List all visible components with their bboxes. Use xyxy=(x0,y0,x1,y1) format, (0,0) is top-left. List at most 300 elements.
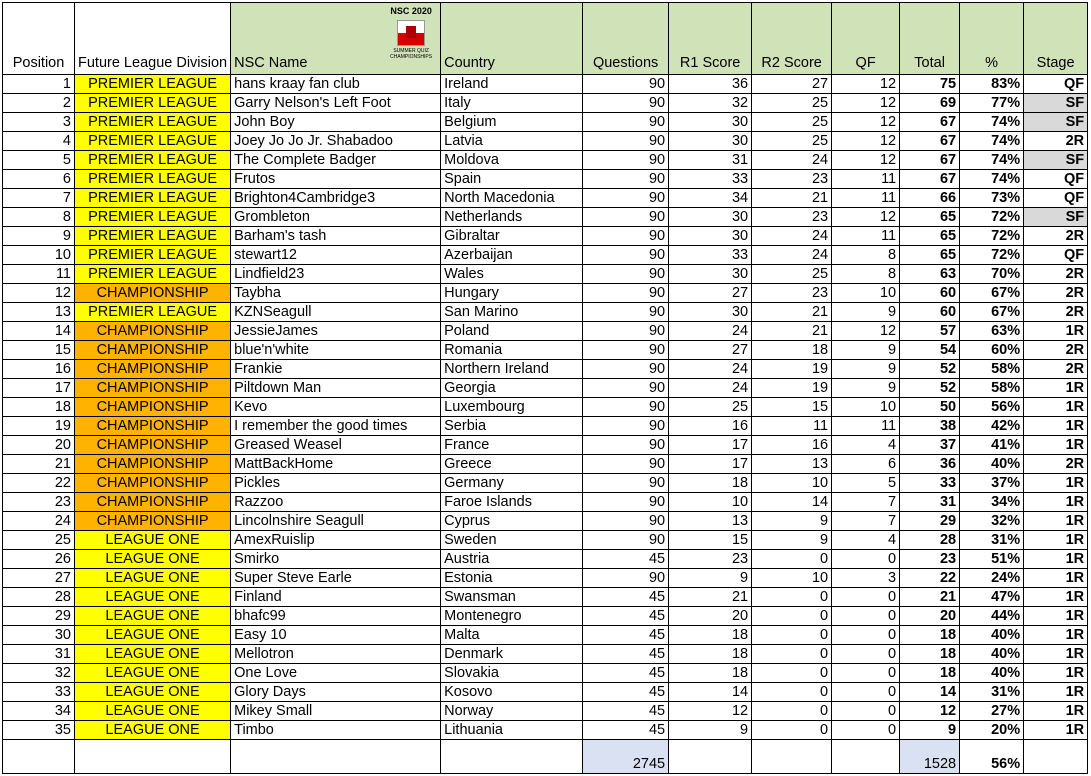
cell-country[interactable]: Azerbaijan xyxy=(441,246,583,265)
cell-position[interactable]: 2 xyxy=(3,94,75,113)
cell-division[interactable]: CHAMPIONSHIP xyxy=(75,493,231,512)
cell-r2-score[interactable]: 25 xyxy=(752,94,832,113)
cell-r1-score[interactable]: 30 xyxy=(669,113,752,132)
cell-division[interactable]: CHAMPIONSHIP xyxy=(75,474,231,493)
cell-total[interactable]: 65 xyxy=(900,227,960,246)
cell-r1-score[interactable]: 34 xyxy=(669,189,752,208)
cell-qf[interactable]: 11 xyxy=(832,170,900,189)
cell-qf[interactable]: 0 xyxy=(832,721,900,740)
cell-division[interactable]: PREMIER LEAGUE xyxy=(75,246,231,265)
cell-stage[interactable]: 1R xyxy=(1024,436,1088,455)
cell-qf[interactable]: 12 xyxy=(832,322,900,341)
cell-position[interactable]: 16 xyxy=(3,360,75,379)
cell-stage[interactable]: QF xyxy=(1024,246,1088,265)
cell-r2-score[interactable]: 11 xyxy=(752,417,832,436)
cell-division[interactable]: CHAMPIONSHIP xyxy=(75,341,231,360)
cell-division[interactable]: LEAGUE ONE xyxy=(75,721,231,740)
cell-country[interactable]: Italy xyxy=(441,94,583,113)
cell-nsc-name[interactable]: Smirko xyxy=(231,550,441,569)
cell-percent[interactable]: 24% xyxy=(960,569,1024,588)
cell-position[interactable]: 9 xyxy=(3,227,75,246)
cell-position[interactable]: 17 xyxy=(3,379,75,398)
cell-position[interactable]: 4 xyxy=(3,132,75,151)
cell-nsc-name[interactable]: Grombleton xyxy=(231,208,441,227)
cell-questions[interactable]: 90 xyxy=(583,303,669,322)
totals-empty-cell[interactable] xyxy=(832,740,900,774)
header-percent[interactable]: % xyxy=(960,3,1024,75)
cell-r2-score[interactable]: 19 xyxy=(752,379,832,398)
cell-total[interactable]: 66 xyxy=(900,189,960,208)
cell-position[interactable]: 34 xyxy=(3,702,75,721)
cell-division[interactable]: PREMIER LEAGUE xyxy=(75,132,231,151)
cell-total[interactable]: 9 xyxy=(900,721,960,740)
cell-qf[interactable]: 4 xyxy=(832,436,900,455)
cell-r2-score[interactable]: 24 xyxy=(752,151,832,170)
cell-nsc-name[interactable]: One Love xyxy=(231,664,441,683)
cell-country[interactable]: Hungary xyxy=(441,284,583,303)
cell-r2-score[interactable]: 16 xyxy=(752,436,832,455)
cell-percent[interactable]: 32% xyxy=(960,512,1024,531)
cell-division[interactable]: LEAGUE ONE xyxy=(75,607,231,626)
cell-country[interactable]: France xyxy=(441,436,583,455)
cell-position[interactable]: 22 xyxy=(3,474,75,493)
cell-stage[interactable]: 1R xyxy=(1024,493,1088,512)
cell-stage[interactable]: 1R xyxy=(1024,417,1088,436)
cell-total[interactable]: 52 xyxy=(900,379,960,398)
cell-r2-score[interactable]: 13 xyxy=(752,455,832,474)
cell-country[interactable]: Greece xyxy=(441,455,583,474)
cell-qf[interactable]: 4 xyxy=(832,531,900,550)
cell-percent[interactable]: 74% xyxy=(960,113,1024,132)
cell-position[interactable]: 31 xyxy=(3,645,75,664)
cell-position[interactable]: 13 xyxy=(3,303,75,322)
cell-questions[interactable]: 90 xyxy=(583,436,669,455)
cell-questions[interactable]: 90 xyxy=(583,132,669,151)
totals-empty-cell[interactable] xyxy=(441,740,583,774)
cell-stage[interactable]: 1R xyxy=(1024,512,1088,531)
cell-stage[interactable]: 1R xyxy=(1024,322,1088,341)
cell-country[interactable]: Montenegro xyxy=(441,607,583,626)
cell-questions[interactable]: 90 xyxy=(583,170,669,189)
cell-nsc-name[interactable]: blue'n'white xyxy=(231,341,441,360)
cell-r2-score[interactable]: 27 xyxy=(752,75,832,94)
cell-division[interactable]: PREMIER LEAGUE xyxy=(75,208,231,227)
cell-total[interactable]: 18 xyxy=(900,626,960,645)
cell-r1-score[interactable]: 30 xyxy=(669,227,752,246)
cell-qf[interactable]: 11 xyxy=(832,227,900,246)
cell-questions[interactable]: 90 xyxy=(583,417,669,436)
cell-questions[interactable]: 90 xyxy=(583,94,669,113)
cell-total[interactable]: 67 xyxy=(900,151,960,170)
cell-r2-score[interactable]: 19 xyxy=(752,360,832,379)
cell-total[interactable]: 67 xyxy=(900,113,960,132)
cell-nsc-name[interactable]: Razzoo xyxy=(231,493,441,512)
cell-nsc-name[interactable]: Finland xyxy=(231,588,441,607)
cell-position[interactable]: 5 xyxy=(3,151,75,170)
cell-qf[interactable]: 5 xyxy=(832,474,900,493)
cell-total[interactable]: 60 xyxy=(900,284,960,303)
cell-country[interactable]: San Marino xyxy=(441,303,583,322)
header-position[interactable]: Position xyxy=(3,3,75,75)
header-stage[interactable]: Stage xyxy=(1024,3,1088,75)
cell-percent[interactable]: 40% xyxy=(960,626,1024,645)
cell-nsc-name[interactable]: Easy 10 xyxy=(231,626,441,645)
cell-country[interactable]: Faroe Islands xyxy=(441,493,583,512)
cell-r2-score[interactable]: 14 xyxy=(752,493,832,512)
cell-country[interactable]: Germany xyxy=(441,474,583,493)
cell-stage[interactable]: QF xyxy=(1024,189,1088,208)
cell-r1-score[interactable]: 25 xyxy=(669,398,752,417)
cell-country[interactable]: Austria xyxy=(441,550,583,569)
cell-nsc-name[interactable]: Glory Days xyxy=(231,683,441,702)
cell-country[interactable]: Northern Ireland xyxy=(441,360,583,379)
cell-country[interactable]: Serbia xyxy=(441,417,583,436)
cell-qf[interactable]: 0 xyxy=(832,588,900,607)
cell-position[interactable]: 24 xyxy=(3,512,75,531)
cell-division[interactable]: CHAMPIONSHIP xyxy=(75,322,231,341)
cell-nsc-name[interactable]: Pickles xyxy=(231,474,441,493)
cell-percent[interactable]: 83% xyxy=(960,75,1024,94)
cell-total[interactable]: 75 xyxy=(900,75,960,94)
cell-percent[interactable]: 67% xyxy=(960,284,1024,303)
cell-stage[interactable]: SF xyxy=(1024,94,1088,113)
cell-position[interactable]: 28 xyxy=(3,588,75,607)
cell-percent[interactable]: 72% xyxy=(960,246,1024,265)
cell-qf[interactable]: 0 xyxy=(832,683,900,702)
cell-percent[interactable]: 20% xyxy=(960,721,1024,740)
cell-division[interactable]: LEAGUE ONE xyxy=(75,664,231,683)
cell-r1-score[interactable]: 18 xyxy=(669,474,752,493)
cell-percent[interactable]: 44% xyxy=(960,607,1024,626)
cell-division[interactable]: LEAGUE ONE xyxy=(75,645,231,664)
cell-division[interactable]: PREMIER LEAGUE xyxy=(75,227,231,246)
cell-percent[interactable]: 74% xyxy=(960,170,1024,189)
cell-position[interactable]: 10 xyxy=(3,246,75,265)
cell-total[interactable]: 38 xyxy=(900,417,960,436)
cell-division[interactable]: PREMIER LEAGUE xyxy=(75,94,231,113)
cell-r1-score[interactable]: 14 xyxy=(669,683,752,702)
cell-percent[interactable]: 31% xyxy=(960,683,1024,702)
cell-r2-score[interactable]: 0 xyxy=(752,664,832,683)
cell-position[interactable]: 30 xyxy=(3,626,75,645)
cell-nsc-name[interactable]: Super Steve Earle xyxy=(231,569,441,588)
cell-questions[interactable]: 90 xyxy=(583,189,669,208)
cell-r2-score[interactable]: 9 xyxy=(752,512,832,531)
cell-questions[interactable]: 45 xyxy=(583,607,669,626)
cell-r1-score[interactable]: 31 xyxy=(669,151,752,170)
cell-position[interactable]: 11 xyxy=(3,265,75,284)
cell-stage[interactable]: 1R xyxy=(1024,721,1088,740)
cell-r2-score[interactable]: 0 xyxy=(752,588,832,607)
cell-r1-score[interactable]: 23 xyxy=(669,550,752,569)
cell-position[interactable]: 26 xyxy=(3,550,75,569)
cell-percent[interactable]: 63% xyxy=(960,322,1024,341)
cell-r2-score[interactable]: 24 xyxy=(752,227,832,246)
cell-stage[interactable]: 1R xyxy=(1024,569,1088,588)
cell-qf[interactable]: 7 xyxy=(832,512,900,531)
cell-questions[interactable]: 90 xyxy=(583,512,669,531)
cell-total[interactable]: 12 xyxy=(900,702,960,721)
cell-position[interactable]: 29 xyxy=(3,607,75,626)
cell-questions[interactable]: 45 xyxy=(583,664,669,683)
cell-r2-score[interactable]: 10 xyxy=(752,474,832,493)
cell-total[interactable]: 57 xyxy=(900,322,960,341)
cell-stage[interactable]: 2R xyxy=(1024,341,1088,360)
cell-r1-score[interactable]: 20 xyxy=(669,607,752,626)
cell-country[interactable]: Swansman xyxy=(441,588,583,607)
cell-percent[interactable]: 72% xyxy=(960,227,1024,246)
cell-percent[interactable]: 56% xyxy=(960,398,1024,417)
cell-qf[interactable]: 11 xyxy=(832,417,900,436)
header-r2-score[interactable]: R2 Score xyxy=(752,3,832,75)
cell-questions[interactable]: 45 xyxy=(583,645,669,664)
cell-position[interactable]: 3 xyxy=(3,113,75,132)
cell-country[interactable]: Wales xyxy=(441,265,583,284)
cell-division[interactable]: LEAGUE ONE xyxy=(75,550,231,569)
cell-nsc-name[interactable]: John Boy xyxy=(231,113,441,132)
cell-qf[interactable]: 3 xyxy=(832,569,900,588)
cell-total[interactable]: 33 xyxy=(900,474,960,493)
totals-empty-cell[interactable] xyxy=(3,740,75,774)
cell-position[interactable]: 23 xyxy=(3,493,75,512)
cell-qf[interactable]: 12 xyxy=(832,94,900,113)
cell-total[interactable]: 28 xyxy=(900,531,960,550)
cell-r2-score[interactable]: 0 xyxy=(752,645,832,664)
cell-country[interactable]: Netherlands xyxy=(441,208,583,227)
cell-r2-score[interactable]: 21 xyxy=(752,303,832,322)
cell-stage[interactable]: 1R xyxy=(1024,664,1088,683)
cell-percent[interactable]: 41% xyxy=(960,436,1024,455)
cell-percent[interactable]: 47% xyxy=(960,588,1024,607)
cell-r2-score[interactable]: 0 xyxy=(752,721,832,740)
cell-division[interactable]: CHAMPIONSHIP xyxy=(75,284,231,303)
cell-total[interactable]: 65 xyxy=(900,246,960,265)
cell-total[interactable]: 20 xyxy=(900,607,960,626)
cell-r1-score[interactable]: 30 xyxy=(669,132,752,151)
cell-division[interactable]: PREMIER LEAGUE xyxy=(75,75,231,94)
cell-percent[interactable]: 42% xyxy=(960,417,1024,436)
cell-nsc-name[interactable]: Piltdown Man xyxy=(231,379,441,398)
cell-r1-score[interactable]: 9 xyxy=(669,721,752,740)
cell-position[interactable]: 21 xyxy=(3,455,75,474)
cell-r1-score[interactable]: 15 xyxy=(669,531,752,550)
cell-total[interactable]: 29 xyxy=(900,512,960,531)
cell-country[interactable]: Gibraltar xyxy=(441,227,583,246)
cell-questions[interactable]: 90 xyxy=(583,474,669,493)
cell-questions[interactable]: 90 xyxy=(583,398,669,417)
cell-qf[interactable]: 9 xyxy=(832,379,900,398)
cell-position[interactable]: 6 xyxy=(3,170,75,189)
cell-position[interactable]: 25 xyxy=(3,531,75,550)
cell-r2-score[interactable]: 21 xyxy=(752,189,832,208)
cell-r2-score[interactable]: 23 xyxy=(752,208,832,227)
cell-percent[interactable]: 77% xyxy=(960,94,1024,113)
cell-division[interactable]: PREMIER LEAGUE xyxy=(75,170,231,189)
cell-qf[interactable]: 0 xyxy=(832,607,900,626)
cell-r1-score[interactable]: 18 xyxy=(669,664,752,683)
cell-qf[interactable]: 6 xyxy=(832,455,900,474)
totals-empty-cell[interactable] xyxy=(752,740,832,774)
cell-position[interactable]: 8 xyxy=(3,208,75,227)
cell-nsc-name[interactable]: stewart12 xyxy=(231,246,441,265)
cell-qf[interactable]: 12 xyxy=(832,151,900,170)
cell-total[interactable]: 23 xyxy=(900,550,960,569)
cell-questions[interactable]: 90 xyxy=(583,227,669,246)
cell-questions[interactable]: 90 xyxy=(583,360,669,379)
cell-questions[interactable]: 90 xyxy=(583,113,669,132)
cell-country[interactable]: Luxembourg xyxy=(441,398,583,417)
totals-questions[interactable]: 2745 xyxy=(583,740,669,774)
cell-total[interactable]: 52 xyxy=(900,360,960,379)
cell-questions[interactable]: 90 xyxy=(583,284,669,303)
cell-stage[interactable]: 2R xyxy=(1024,132,1088,151)
cell-r2-score[interactable]: 9 xyxy=(752,531,832,550)
cell-stage[interactable]: 1R xyxy=(1024,550,1088,569)
cell-total[interactable]: 54 xyxy=(900,341,960,360)
cell-r1-score[interactable]: 16 xyxy=(669,417,752,436)
cell-nsc-name[interactable]: Joey Jo Jo Jr. Shabadoo xyxy=(231,132,441,151)
cell-total[interactable]: 36 xyxy=(900,455,960,474)
cell-qf[interactable]: 0 xyxy=(832,645,900,664)
cell-stage[interactable]: 1R xyxy=(1024,474,1088,493)
cell-total[interactable]: 60 xyxy=(900,303,960,322)
cell-questions[interactable]: 90 xyxy=(583,265,669,284)
cell-position[interactable]: 27 xyxy=(3,569,75,588)
cell-r1-score[interactable]: 32 xyxy=(669,94,752,113)
cell-country[interactable]: Romania xyxy=(441,341,583,360)
cell-r2-score[interactable]: 23 xyxy=(752,170,832,189)
cell-questions[interactable]: 90 xyxy=(583,379,669,398)
cell-division[interactable]: CHAMPIONSHIP xyxy=(75,379,231,398)
cell-stage[interactable]: SF xyxy=(1024,113,1088,132)
totals-empty-cell[interactable] xyxy=(669,740,752,774)
cell-total[interactable]: 22 xyxy=(900,569,960,588)
cell-position[interactable]: 33 xyxy=(3,683,75,702)
cell-percent[interactable]: 70% xyxy=(960,265,1024,284)
cell-country[interactable]: Denmark xyxy=(441,645,583,664)
cell-total[interactable]: 69 xyxy=(900,94,960,113)
cell-stage[interactable]: 2R xyxy=(1024,284,1088,303)
cell-r1-score[interactable]: 33 xyxy=(669,246,752,265)
header-r1-score[interactable]: R1 Score xyxy=(669,3,752,75)
cell-stage[interactable]: 1R xyxy=(1024,531,1088,550)
cell-questions[interactable]: 45 xyxy=(583,626,669,645)
cell-country[interactable]: Latvia xyxy=(441,132,583,151)
cell-division[interactable]: CHAMPIONSHIP xyxy=(75,398,231,417)
cell-percent[interactable]: 60% xyxy=(960,341,1024,360)
cell-questions[interactable]: 90 xyxy=(583,569,669,588)
cell-total[interactable]: 14 xyxy=(900,683,960,702)
cell-nsc-name[interactable]: Greased Weasel xyxy=(231,436,441,455)
cell-percent[interactable]: 67% xyxy=(960,303,1024,322)
cell-country[interactable]: Sweden xyxy=(441,531,583,550)
cell-r2-score[interactable]: 25 xyxy=(752,132,832,151)
cell-percent[interactable]: 73% xyxy=(960,189,1024,208)
header-nsc-name[interactable] xyxy=(231,3,441,75)
cell-percent[interactable]: 58% xyxy=(960,360,1024,379)
cell-nsc-name[interactable]: The Complete Badger xyxy=(231,151,441,170)
cell-r2-score[interactable]: 23 xyxy=(752,284,832,303)
cell-division[interactable]: PREMIER LEAGUE xyxy=(75,303,231,322)
cell-division[interactable]: CHAMPIONSHIP xyxy=(75,360,231,379)
cell-qf[interactable]: 11 xyxy=(832,189,900,208)
cell-r1-score[interactable]: 30 xyxy=(669,303,752,322)
cell-total[interactable]: 50 xyxy=(900,398,960,417)
cell-country[interactable]: Lithuania xyxy=(441,721,583,740)
cell-division[interactable]: CHAMPIONSHIP xyxy=(75,436,231,455)
cell-division[interactable]: CHAMPIONSHIP xyxy=(75,417,231,436)
cell-r1-score[interactable]: 18 xyxy=(669,645,752,664)
cell-position[interactable]: 20 xyxy=(3,436,75,455)
cell-division[interactable]: CHAMPIONSHIP xyxy=(75,512,231,531)
cell-nsc-name[interactable]: MattBackHome xyxy=(231,455,441,474)
cell-questions[interactable]: 45 xyxy=(583,683,669,702)
cell-questions[interactable]: 90 xyxy=(583,208,669,227)
cell-division[interactable]: CHAMPIONSHIP xyxy=(75,455,231,474)
cell-qf[interactable]: 8 xyxy=(832,265,900,284)
cell-position[interactable]: 32 xyxy=(3,664,75,683)
cell-stage[interactable]: 1R xyxy=(1024,607,1088,626)
header-total[interactable]: Total xyxy=(900,3,960,75)
header-division[interactable]: Future League Division xyxy=(75,3,231,75)
cell-division[interactable]: PREMIER LEAGUE xyxy=(75,265,231,284)
cell-nsc-name[interactable]: bhafc99 xyxy=(231,607,441,626)
cell-r2-score[interactable]: 0 xyxy=(752,702,832,721)
cell-r2-score[interactable]: 25 xyxy=(752,113,832,132)
cell-division[interactable]: PREMIER LEAGUE xyxy=(75,151,231,170)
cell-nsc-name[interactable]: Mellotron xyxy=(231,645,441,664)
cell-country[interactable]: Ireland xyxy=(441,75,583,94)
cell-questions[interactable]: 45 xyxy=(583,588,669,607)
cell-nsc-name[interactable]: Lindfield23 xyxy=(231,265,441,284)
cell-nsc-name[interactable]: Taybha xyxy=(231,284,441,303)
cell-r1-score[interactable]: 17 xyxy=(669,455,752,474)
cell-position[interactable]: 1 xyxy=(3,75,75,94)
cell-r2-score[interactable]: 25 xyxy=(752,265,832,284)
cell-percent[interactable]: 40% xyxy=(960,455,1024,474)
cell-total[interactable]: 21 xyxy=(900,588,960,607)
cell-r1-score[interactable]: 30 xyxy=(669,265,752,284)
cell-position[interactable]: 12 xyxy=(3,284,75,303)
cell-position[interactable]: 19 xyxy=(3,417,75,436)
cell-country[interactable]: Poland xyxy=(441,322,583,341)
totals-empty-cell[interactable] xyxy=(75,740,231,774)
cell-nsc-name[interactable]: Barham's tash xyxy=(231,227,441,246)
cell-country[interactable]: Moldova xyxy=(441,151,583,170)
cell-total[interactable]: 37 xyxy=(900,436,960,455)
cell-r2-score[interactable]: 10 xyxy=(752,569,832,588)
cell-r1-score[interactable]: 27 xyxy=(669,341,752,360)
cell-r1-score[interactable]: 30 xyxy=(669,208,752,227)
cell-position[interactable]: 18 xyxy=(3,398,75,417)
cell-qf[interactable]: 8 xyxy=(832,246,900,265)
cell-questions[interactable]: 90 xyxy=(583,531,669,550)
cell-qf[interactable]: 10 xyxy=(832,398,900,417)
totals-total[interactable]: 1528 xyxy=(900,740,960,774)
cell-qf[interactable]: 12 xyxy=(832,132,900,151)
cell-stage[interactable]: 2R xyxy=(1024,227,1088,246)
cell-stage[interactable]: 1R xyxy=(1024,398,1088,417)
header-qf[interactable]: QF xyxy=(832,3,900,75)
cell-country[interactable]: Kosovo xyxy=(441,683,583,702)
cell-position[interactable]: 35 xyxy=(3,721,75,740)
cell-stage[interactable]: 1R xyxy=(1024,645,1088,664)
cell-nsc-name[interactable]: Timbo xyxy=(231,721,441,740)
cell-percent[interactable]: 27% xyxy=(960,702,1024,721)
cell-nsc-name[interactable]: JessieJames xyxy=(231,322,441,341)
cell-division[interactable]: LEAGUE ONE xyxy=(75,626,231,645)
cell-r1-score[interactable]: 24 xyxy=(669,360,752,379)
